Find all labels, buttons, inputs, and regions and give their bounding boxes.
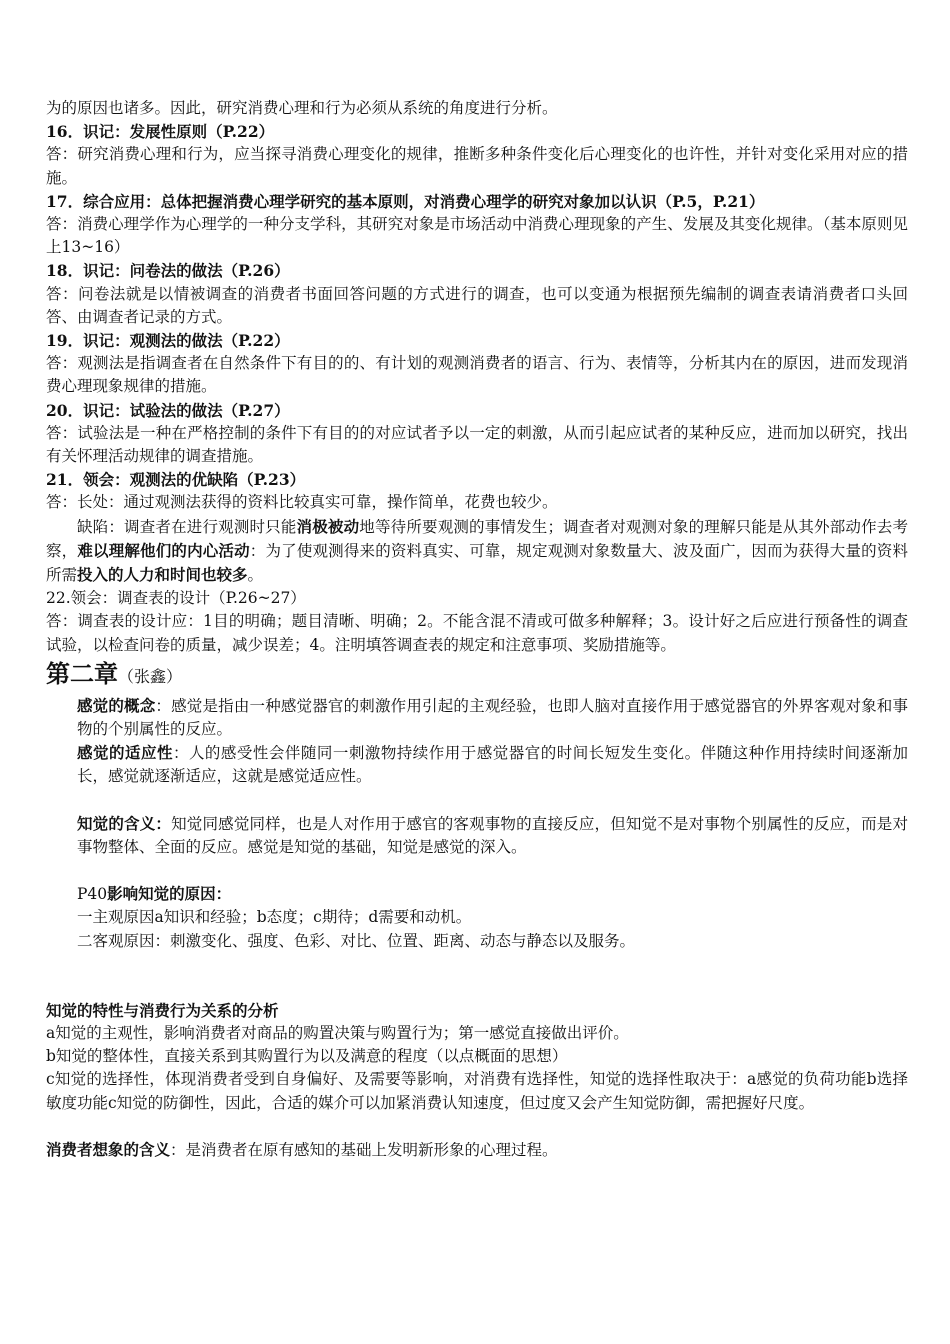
chapter-heading — [46, 657, 908, 694]
answer-22: 答：调查表的设计应：1目的明确；题目清晰、明确；2。不能含混不清或可做多种解释；3。设计好之后应进行预备性的调查试验，以检查问卷的质量，减少误差；4。注明填答调查表的规定和注意事项、奖励措施等。 — [46, 612, 908, 654]
text-line: 为的原因也诸多。因此，研究消费心理和行为必须从系统的角度进行分析。 — [46, 99, 558, 117]
list-item: c知觉的选择性，体现消费者受到自身偏好、及需要等影响，对消费有选择性，知觉的选择性取决于：a感觉的负荷功能b选择敏度功能c知觉的防御性，因此，合适的媒介可以加紧消费认知速度，但过度又会产生知觉防御，需把握好尺度。 — [46, 1070, 908, 1112]
spacer — [46, 789, 908, 812]
question-22: 22.领会：调查表的设计（P.26~27） — [46, 589, 306, 608]
spacer — [46, 1115, 908, 1138]
question-20: 20．识记：试验法的做法（P.27） — [46, 400, 290, 420]
answer-16: 答：研究消费心理和行为，应当探寻消费心理变化的规律，推断多种条件变化后心理变化的也许性，并针对变化采用对应的措施。 — [46, 145, 908, 187]
chapter-title: 第二章 — [46, 658, 118, 688]
answer-21: 答：长处：通过观测法获得的资料比较真实可靠，操作简单，花费也较少。 — [46, 493, 558, 512]
question-21: 21．领会：观测法的优缺陷（P.23） — [46, 470, 306, 490]
text-span: 缺陷：调查者在进行观测时只能 — [77, 517, 297, 536]
text-span: 地等待所要观测的事情发生；调查者对观测对象的理解只能是从其外部动作去考察， — [46, 517, 908, 560]
spacer — [46, 859, 908, 882]
question-17: 17．综合应用：总体把握消费心理学研究的基本原则，对消费心理学的研究对象加以认识（P.5，P.21） — [46, 191, 765, 211]
perception-factors-heading — [46, 882, 908, 906]
answer-21-weakness — [46, 515, 908, 588]
text-span: ：为了使观测得来的资料真实、可靠，规定观测对象数量大、波及面广，因而为获得大量的资料所需 — [46, 541, 908, 585]
term-text: ：人的感受性会伴随同一刺激物持续作用于感觉器官的时间长短发生变化。伴随这种作用持续时间逐渐加长，感觉就逐渐适应，这就是感觉适应性。 — [77, 744, 908, 786]
document-page — [46, 97, 908, 1162]
term-label: 知觉的含义： — [77, 813, 172, 833]
page-ref: P40 — [77, 885, 108, 904]
answer-20: 答：试验法是一种在严格控制的条件下有目的的对应试者予以一定的刺激，从而引起应试者的某种反应，进而加以研究，找出有关怀理活动规律的调查措施。 — [46, 423, 908, 466]
bold-span: 消极被动 — [296, 516, 360, 536]
objective-factors: 二客观原因：刺激变化、强度、色彩、对比、位置、距离、动态与静态以及服务。 — [77, 931, 636, 950]
answer-19: 答：观测法是指调查者在自然条件下有目的的、有计划的观测消费者的语言、行为、表情等，分析其内在的原因，进而发现消费心理现象规律的措施。 — [46, 354, 908, 396]
concept-sensation — [46, 694, 908, 741]
term-label: 感觉的概念 — [77, 695, 156, 715]
question-16: 16．识记：发展性原则（P.22） — [46, 122, 275, 142]
section-heading: 知觉的特性与消费行为关系的分析 — [46, 1000, 279, 1020]
term-text: 知觉同感觉同样，也是人对作用于感官的客观事物的直接反应，但知觉不是对事物个别属性的反应，而是对事物整体、全面的反应。感觉是知觉的基础，知觉是感觉的深入。 — [77, 814, 908, 856]
subjective-factors: 一主观原因a知识和经验；b态度；c期待；d需要和动机。 — [77, 908, 472, 927]
concept-sensation-adaptation — [46, 741, 908, 788]
chapter-author: （张鑫） — [118, 666, 183, 686]
question-19: 19．识记：观测法的做法（P.22） — [46, 331, 290, 351]
bold-span: 投入的人力和时间也较多 — [77, 565, 248, 585]
spacer — [46, 953, 908, 999]
question-18: 18．识记：问卷法的做法（P.26） — [46, 261, 290, 281]
concept-perception — [46, 812, 908, 859]
text-span: 。 — [247, 566, 264, 585]
term-label: 影响知觉的原因： — [107, 884, 232, 904]
bold-span: 难以理解他们的内心活动 — [77, 540, 250, 560]
concept-imagination — [46, 1138, 908, 1162]
answer-18: 答：问卷法就是以情被调查的消费者书面回答问题的方式进行的调查，也可以变通为根据预先编制的调查表请消费者口头回答、由调查者记录的方式。 — [46, 284, 908, 326]
term-label: 消费者想象的含义 — [46, 1139, 171, 1159]
answer-17: 答：消费心理学作为心理学的一种分支学科，其研究对象是市场活动中消费心理现象的产生、发展及其变化规律。（基本原则见上13~16） — [46, 215, 908, 257]
term-label: 感觉的适应性 — [77, 743, 173, 763]
term-text: ：是消费者在原有感知的基础上发明新形象的心理过程。 — [170, 1140, 558, 1159]
list-item: a知觉的主观性，影响消费者对商品的购置决策与购置行为；第一感觉直接做出评价。 — [46, 1023, 629, 1042]
term-text: ：感觉是指由一种感觉器官的刺激作用引起的主观经验，也即人脑对直接作用于感觉器官的外界客观对象和事物的个别属性的反应。 — [77, 696, 908, 739]
list-item: b知觉的整体性，直接关系到其购置行为以及满意的程度（以点概面的思想） — [46, 1047, 568, 1066]
